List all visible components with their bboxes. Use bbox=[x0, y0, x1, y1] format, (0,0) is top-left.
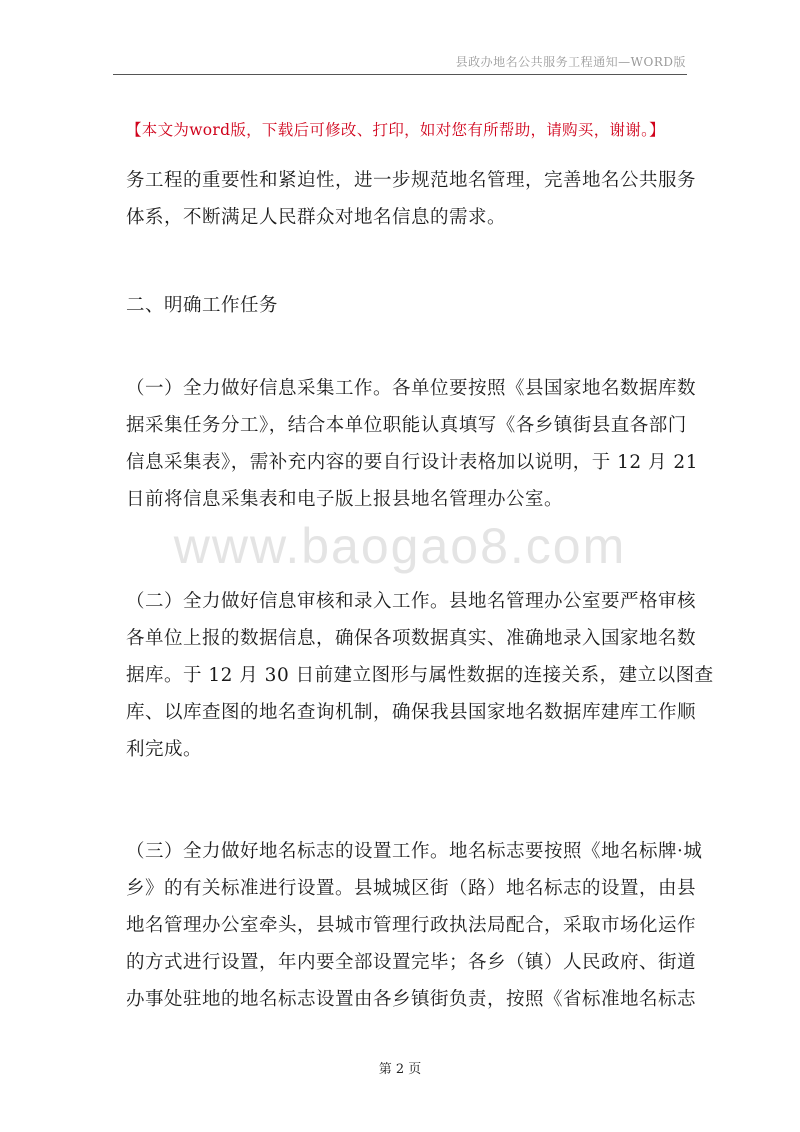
running-header: 县政办地名公共服务工程通知—WORD版 bbox=[455, 55, 686, 69]
section-heading bbox=[126, 287, 686, 324]
paragraph-task-2 bbox=[126, 583, 714, 768]
paragraph-task-1 bbox=[126, 370, 698, 518]
text-line: 日前将信息采集表和电子版上报县地名管理办公室。 bbox=[126, 489, 564, 510]
text-line: 的方式进行设置，年内要全部设置完毕；各乡（镇）人民政府、街道 bbox=[126, 952, 697, 973]
heading-text: 二、明确工作任务 bbox=[126, 295, 279, 316]
text-line: 务工程的重要性和紧迫性，进一步规范地名管理，完善地名公共服务 bbox=[126, 170, 697, 191]
header-divider bbox=[113, 74, 687, 75]
watermark-text: www.baogao8.com bbox=[173, 518, 627, 574]
text-line: 利完成。 bbox=[126, 739, 203, 760]
text-line: （一）全力做好信息采集工作。各单位要按照《县国家地名数据库数 bbox=[126, 378, 697, 399]
text-line: 办事处驻地的地名标志设置由各乡镇街负责，按照《省标准地名标志 bbox=[126, 989, 697, 1010]
text-line: 信息采集表》，需补充内容的要自行设计表格加以说明，于 12 月 21 bbox=[126, 452, 698, 473]
paragraph-task-3 bbox=[126, 833, 703, 1018]
text-line: 各单位上报的数据信息，确保各项数据真实、准确地录入国家地名数 bbox=[126, 628, 697, 649]
text-line: 乡》的有关标准进行设置。县城城区街（路）地名标志的设置，由县 bbox=[126, 878, 697, 899]
text-line: 地名管理办公室牵头，县城市管理行政执法局配合，采取市场化运作 bbox=[126, 915, 697, 936]
paragraph-continuation bbox=[126, 162, 697, 236]
text-line: 据库。于 12 月 30 日前建立图形与属性数据的连接关系，建立以图查 bbox=[126, 665, 714, 686]
text-line: （三）全力做好地名标志的设置工作。地名标志要按照《地名标牌·城 bbox=[126, 841, 703, 862]
download-notice: 【本文为word版，下载后可修改、打印，如对您有所帮助，请购买，谢谢。】 bbox=[126, 121, 665, 139]
text-line: （二）全力做好信息审核和录入工作。县地名管理办公室要严格审核 bbox=[126, 591, 697, 612]
text-line: 库、以库查图的地名查询机制，确保我县国家地名数据库建库工作顺 bbox=[126, 702, 697, 723]
text-line: 据采集任务分工》，结合本单位职能认真填写《各乡镇街县直各部门 bbox=[126, 415, 687, 436]
page-number: 第 2 页 bbox=[378, 1062, 422, 1077]
text-line: 体系，不断满足人民群众对地名信息的需求。 bbox=[126, 207, 507, 228]
